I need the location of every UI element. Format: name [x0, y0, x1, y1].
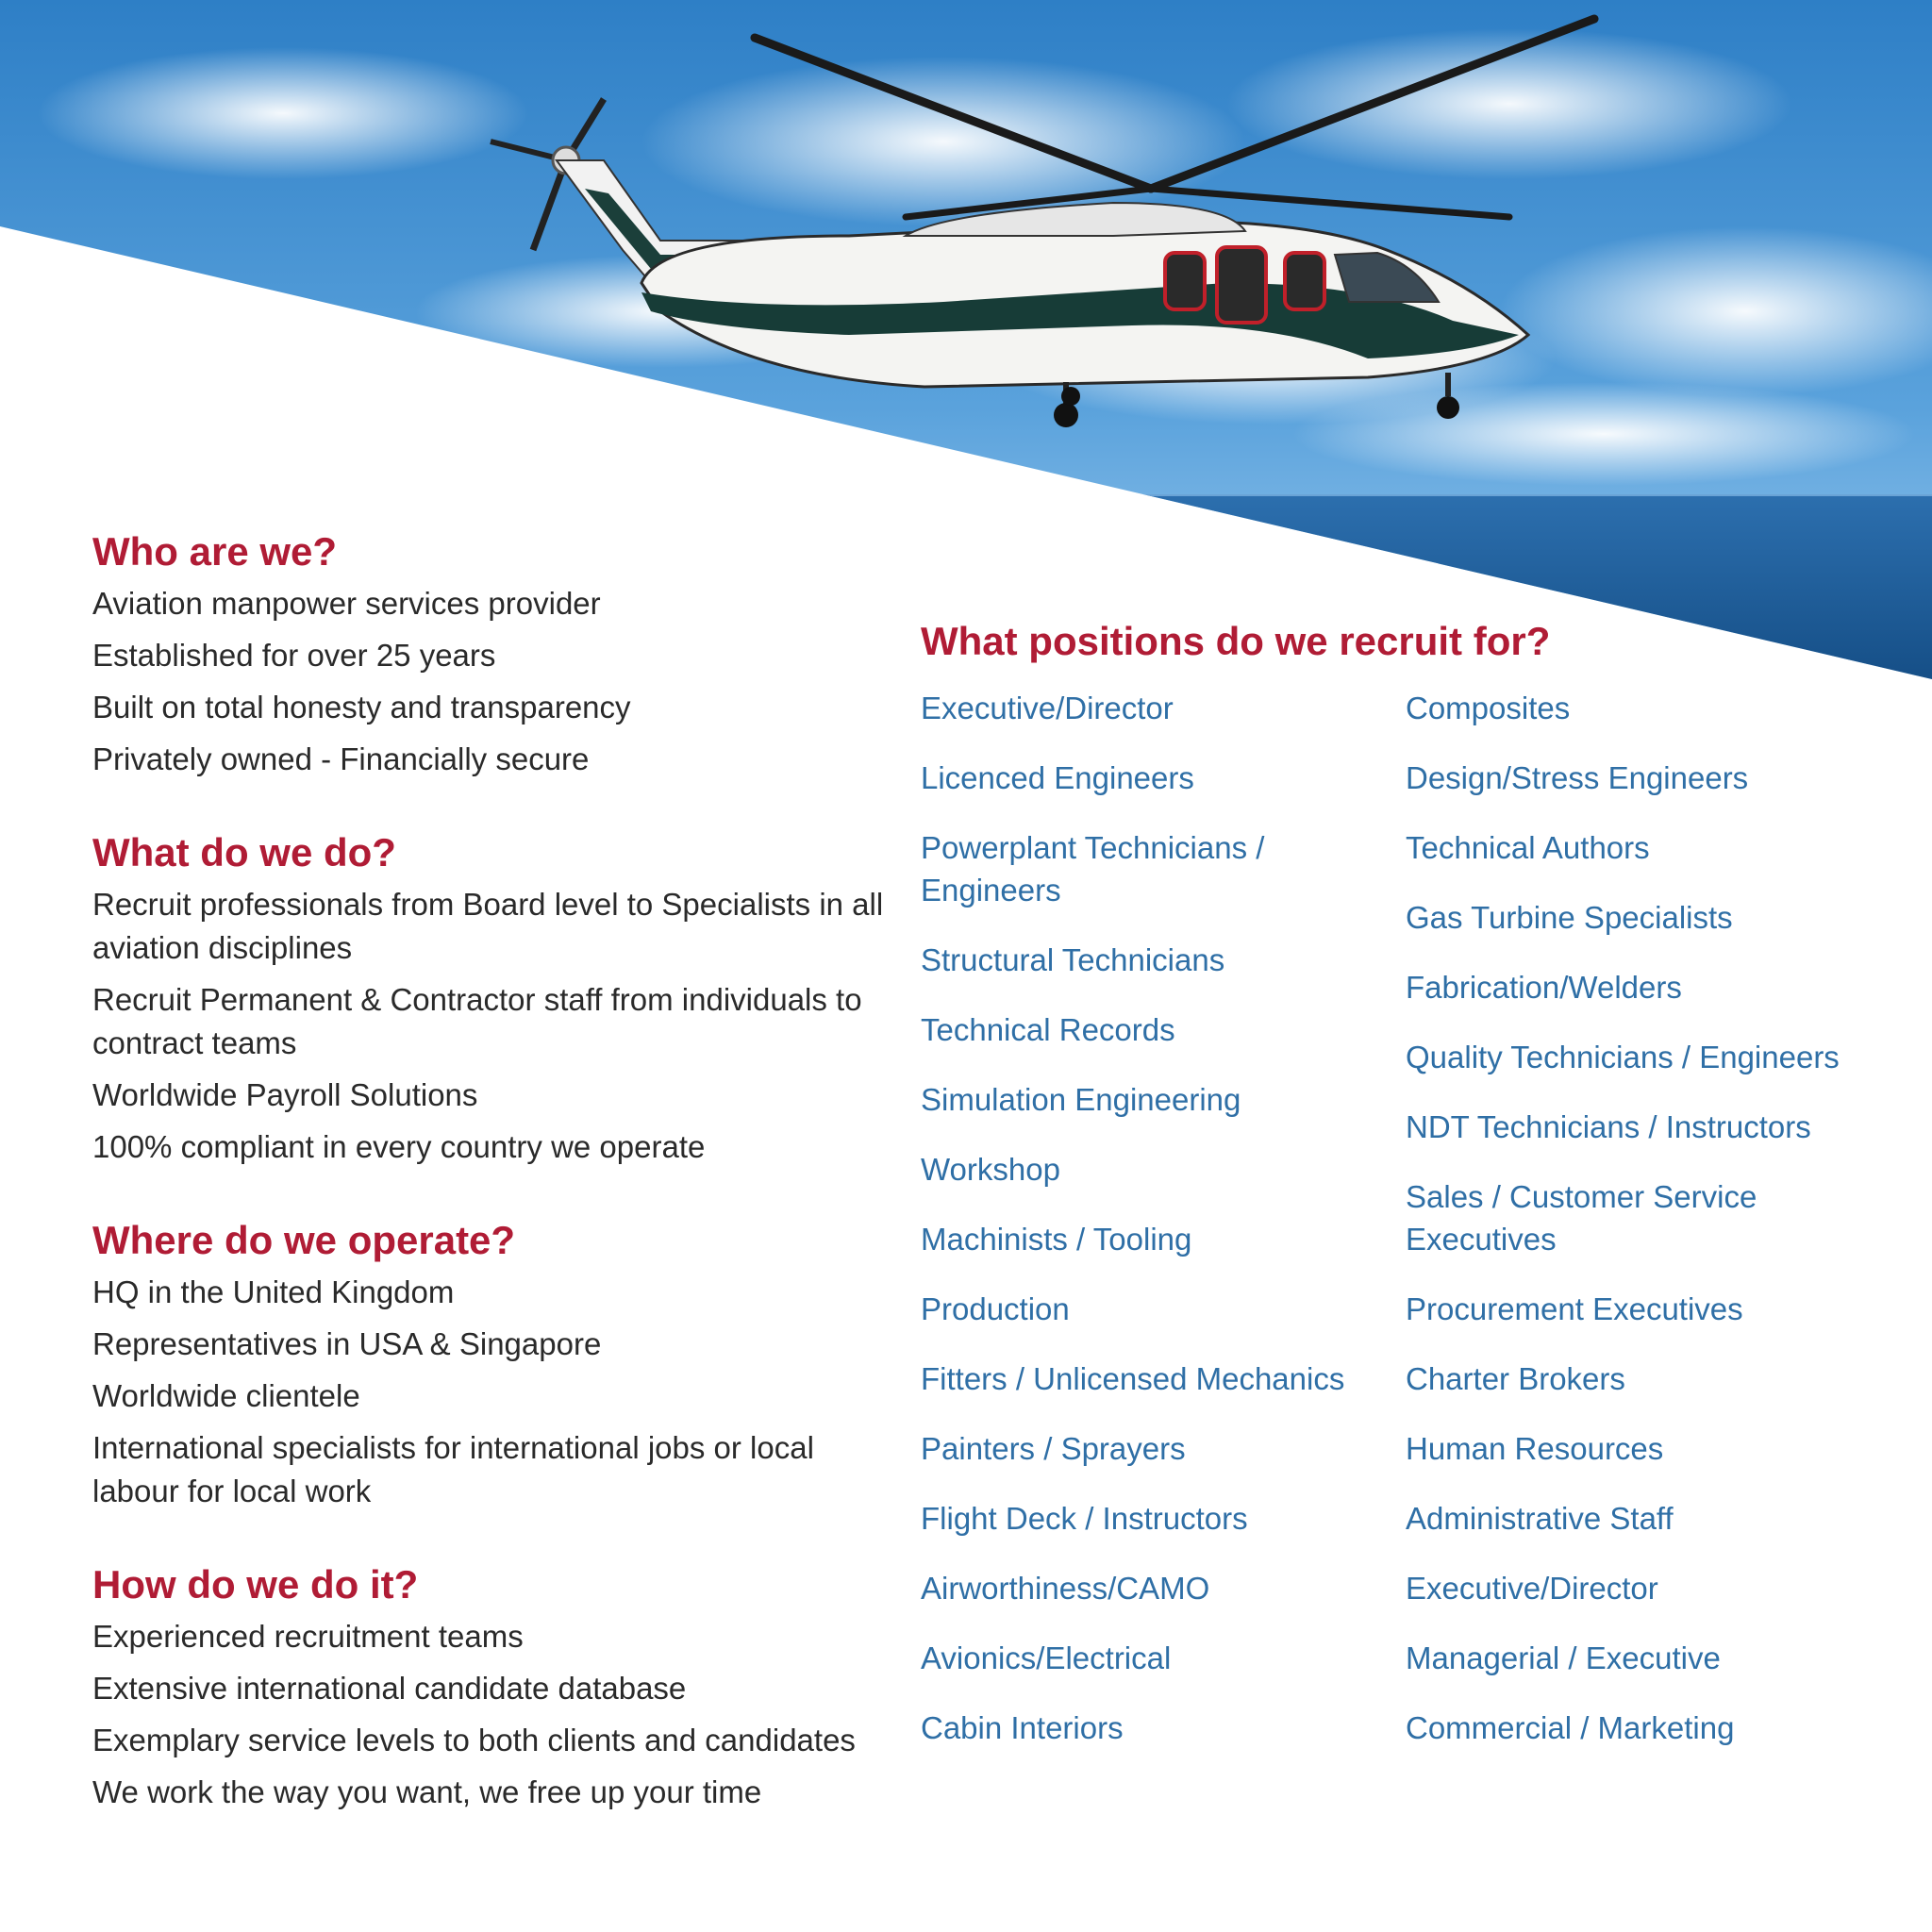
position-item: Licenced Engineers — [921, 760, 1194, 795]
position-item: Cabin Interiors — [921, 1710, 1124, 1745]
who-item: Aviation manpower services provider — [92, 586, 601, 621]
position-item: Production — [921, 1291, 1070, 1326]
where-section — [92, 1212, 885, 1513]
position-item: Quality Technicians / Engineers — [1406, 1040, 1840, 1074]
what-item: Recruit Permanent & Contractor staff from individuals to contract teams — [92, 982, 862, 1060]
position-item: Avionics/Electrical — [921, 1641, 1172, 1675]
positions-grid — [921, 687, 1883, 1776]
position-item: Machinists / Tooling — [921, 1222, 1192, 1257]
info-column — [92, 524, 885, 1857]
position-item: Structural Technicians — [921, 942, 1225, 977]
where-item: Worldwide clientele — [92, 1378, 360, 1413]
position-item: Simulation Engineering — [921, 1082, 1241, 1117]
position-item: Procurement Executives — [1406, 1291, 1743, 1326]
position-item: Executive/Director — [1406, 1571, 1658, 1606]
position-item: Airworthiness/CAMO — [921, 1571, 1210, 1606]
position-item: Sales / Customer Service Executives — [1406, 1179, 1757, 1257]
position-item: Workshop — [921, 1152, 1060, 1187]
position-item: Charter Brokers — [1406, 1361, 1625, 1396]
position-item: Powerplant Technicians / Engineers — [921, 830, 1265, 908]
how-item: Exemplary service levels to both clients and candidates — [92, 1723, 856, 1757]
how-item: Experienced recruitment teams — [92, 1619, 524, 1654]
position-item: Painters / Sprayers — [921, 1431, 1186, 1466]
positions-list-right — [1406, 687, 1877, 1776]
how-heading: How do we do it? — [92, 1562, 419, 1607]
what-list — [92, 883, 885, 1169]
position-item: Commercial / Marketing — [1406, 1710, 1735, 1745]
position-item: NDT Technicians / Instructors — [1406, 1109, 1811, 1144]
where-item: HQ in the United Kingdom — [92, 1274, 455, 1309]
what-item: 100% compliant in every country we operate — [92, 1129, 706, 1164]
who-item: Established for over 25 years — [92, 638, 496, 673]
how-section — [92, 1557, 885, 1814]
who-section — [92, 524, 885, 781]
position-item: Composites — [1406, 691, 1571, 725]
what-section — [92, 824, 885, 1169]
what-item: Recruit professionals from Board level to Specialists in all aviation disciplines — [92, 887, 884, 965]
who-item: Privately owned - Financially secure — [92, 741, 590, 776]
where-item: International specialists for international jobs or local labour for local work — [92, 1430, 814, 1508]
position-item: Fitters / Unlicensed Mechanics — [921, 1361, 1345, 1396]
positions-heading: What positions do we recruit for? — [921, 619, 1551, 663]
position-item: Flight Deck / Instructors — [921, 1501, 1248, 1536]
position-item: Executive/Director — [921, 691, 1174, 725]
how-item: We work the way you want, we free up your time — [92, 1774, 762, 1809]
positions-section — [921, 613, 1883, 1776]
position-item: Fabrication/Welders — [1406, 970, 1682, 1005]
where-list — [92, 1271, 885, 1513]
what-item: Worldwide Payroll Solutions — [92, 1077, 478, 1112]
who-heading: Who are we? — [92, 529, 338, 574]
who-item: Built on total honesty and transparency — [92, 690, 631, 724]
who-list — [92, 582, 885, 781]
position-item: Gas Turbine Specialists — [1406, 900, 1733, 935]
how-list — [92, 1615, 885, 1814]
position-item: Technical Authors — [1406, 830, 1650, 865]
how-item: Extensive international candidate database — [92, 1671, 687, 1706]
position-item: Managerial / Executive — [1406, 1641, 1721, 1675]
what-heading: What do we do? — [92, 830, 396, 874]
where-item: Representatives in USA & Singapore — [92, 1326, 602, 1361]
position-item: Administrative Staff — [1406, 1501, 1674, 1536]
position-item: Human Resources — [1406, 1431, 1664, 1466]
where-heading: Where do we operate? — [92, 1218, 516, 1262]
positions-list-left — [921, 687, 1406, 1776]
position-item: Technical Records — [921, 1012, 1175, 1047]
position-item: Design/Stress Engineers — [1406, 760, 1749, 795]
